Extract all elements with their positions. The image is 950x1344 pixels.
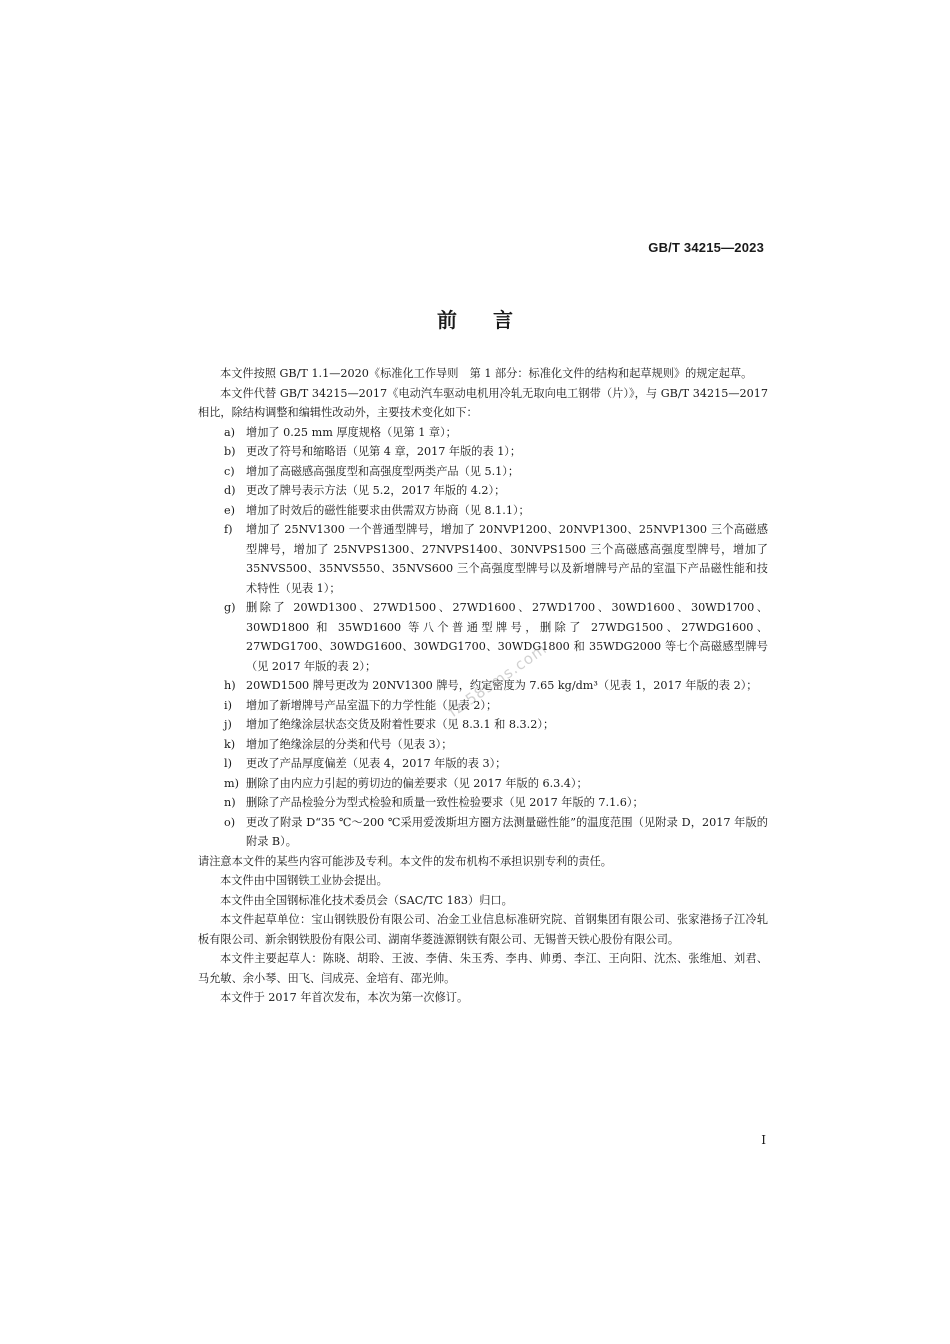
changes-list bbox=[198, 423, 768, 852]
item-text: 删除了 20WD1300、27WD1500、27WD1600、27WD1700、30WD1600、30WD1700、30WD1800 和 35WD1600 等八个普通型牌号，删除了 27WDG1500、27WDG1600、27WDG1700、30WDG1600、30WDG1700、30WDG1800 和 35WDG2000 等七个高磁感型牌号（见 2017 年版的表 2）； bbox=[246, 601, 768, 673]
item-text: 增加了高磁感高强度型和高强度型两类产品（见 5.1）； bbox=[246, 464, 520, 478]
paragraph-drafters: 本文件主要起草人：陈晓、胡聆、王波、李倩、朱玉秀、李冉、帅勇、李江、王向阳、沈杰、张维旭、刘君、马允敏、余小琴、田飞、闫成亮、金培有、邵光帅。 bbox=[198, 952, 768, 985]
item-marker: o) bbox=[224, 815, 236, 829]
list-item bbox=[198, 442, 768, 462]
item-text: 增加了时效后的磁性能要求由供需双方协商（见 8.1.1）； bbox=[246, 503, 530, 517]
item-text: 20WD1500 牌号更改为 20NV1300 牌号，约定密度为 7.65 kg/dm³（见表 1，2017 年版的表 2）； bbox=[246, 679, 758, 692]
list-item bbox=[198, 501, 768, 521]
item-text: 增加了新增牌号产品室温下的力学性能（见表 2）； bbox=[246, 698, 498, 712]
item-text: 增加了绝缘涂层的分类和代号（见表 3）； bbox=[246, 737, 453, 751]
item-marker: d) bbox=[224, 484, 236, 497]
item-text: 增加了绝缘涂层状态交货及附着性要求（见 8.3.1 和 8.3.2）； bbox=[246, 718, 555, 731]
paragraph-drafting-units: 本文件起草单位：宝山钢铁股份有限公司、冶金工业信息标准研究院、首钢集团有限公司、张家港扬子江冷轧板有限公司、新余钢铁股份有限公司、湖南华菱涟源钢铁有限公司、无锡普天铁心股份有限公司。 bbox=[198, 913, 768, 946]
list-item bbox=[198, 676, 768, 696]
item-marker: m) bbox=[224, 776, 239, 790]
item-marker: e) bbox=[224, 503, 235, 517]
item-text: 增加了 0.25 mm 厚度规格（见第 1 章）； bbox=[246, 425, 457, 439]
item-marker: i) bbox=[224, 698, 232, 712]
title-char-1: 前 bbox=[437, 308, 457, 332]
foreword-body bbox=[198, 364, 768, 1008]
item-marker: f) bbox=[224, 523, 233, 536]
page-title bbox=[0, 304, 950, 333]
paragraph-proposer: 本文件由中国钢铁工业协会提出。 bbox=[220, 874, 388, 887]
item-marker: c) bbox=[224, 464, 235, 478]
list-item bbox=[198, 696, 768, 716]
item-marker: n) bbox=[224, 796, 236, 809]
item-text: 更改了牌号表示方法（见 5.2，2017 年版的 4.2）； bbox=[246, 484, 506, 497]
list-item bbox=[198, 735, 768, 755]
list-item bbox=[198, 813, 768, 852]
standard-code: GB/T 34215—2023 bbox=[648, 240, 764, 255]
list-item bbox=[198, 774, 768, 794]
list-item bbox=[198, 423, 768, 443]
item-text: 更改了附录 D“35 ℃～200 ℃采用爱泼斯坦方圈方法测量磁性能”的温度范围（见附录 D，2017 年版的附录 B）。 bbox=[246, 815, 768, 848]
item-marker: b) bbox=[224, 445, 236, 458]
list-item bbox=[198, 715, 768, 735]
list-item bbox=[198, 598, 768, 676]
item-text: 删除了产品检验分为型式检验和质量一致性检验要求（见 2017 年版的 7.1.6）； bbox=[246, 796, 644, 809]
item-text: 更改了符号和缩略语（见第 4 章，2017 年版的表 1）； bbox=[246, 445, 522, 458]
list-item bbox=[198, 793, 768, 813]
item-marker: j) bbox=[224, 718, 232, 731]
item-text: 删除了由内应力引起的剪切边的偏差要求（见 2017 年版的 6.3.4）； bbox=[246, 776, 588, 790]
item-text: 增加了 25NV1300 一个普通型牌号，增加了 20NVP1200、20NVP1300、25NVP1300 三个高磁感型牌号，增加了 25NVPS1300、27NVPS1400、30NVPS1500 三个高磁感高强度型牌号，增加了 35NVS500、35NVS550、35NVS600 三个高强度型牌号以及新增牌号产品的室温下产品磁性能和技术特性（见表 1）； bbox=[246, 523, 768, 595]
watermark: fz.58sms.com bbox=[445, 639, 551, 721]
item-marker: g) bbox=[224, 601, 236, 614]
paragraph-history: 本文件于 2017 年首次发布，本次为第一次修订。 bbox=[220, 991, 469, 1004]
list-item bbox=[198, 481, 768, 501]
paragraph-replacement: 本文件代替 GB/T 34215—2017《电动汽车驱动电机用冷轧无取向电工钢带（片）》，与 GB/T 34215—2017 相比，除结构调整和编辑性改动外，主要技术变化如下： bbox=[198, 386, 768, 419]
item-marker: h) bbox=[224, 679, 236, 692]
item-text: 更改了产品厚度偏差（见表 4，2017 年版的表 3）； bbox=[246, 757, 507, 770]
paragraph-drafting-rules: 本文件按照 GB/T 1.1—2020《标准化工作导则 第 1 部分：标准化文件的结构和起草规则》的规定起草。 bbox=[220, 367, 753, 380]
list-item bbox=[198, 462, 768, 482]
title-char-2: 言 bbox=[493, 308, 513, 332]
paragraph-committee: 本文件由全国钢标准化技术委员会（SAC/TC 183）归口。 bbox=[220, 893, 513, 907]
item-marker: a) bbox=[224, 425, 236, 439]
item-marker: l) bbox=[224, 757, 232, 770]
page-number: I bbox=[761, 1133, 766, 1147]
list-item bbox=[198, 754, 768, 774]
list-item bbox=[198, 520, 768, 598]
patent-notice: 请注意本文件的某些内容可能涉及专利。本文件的发布机构不承担识别专利的责任。 bbox=[198, 854, 612, 868]
item-marker: k) bbox=[224, 737, 236, 751]
